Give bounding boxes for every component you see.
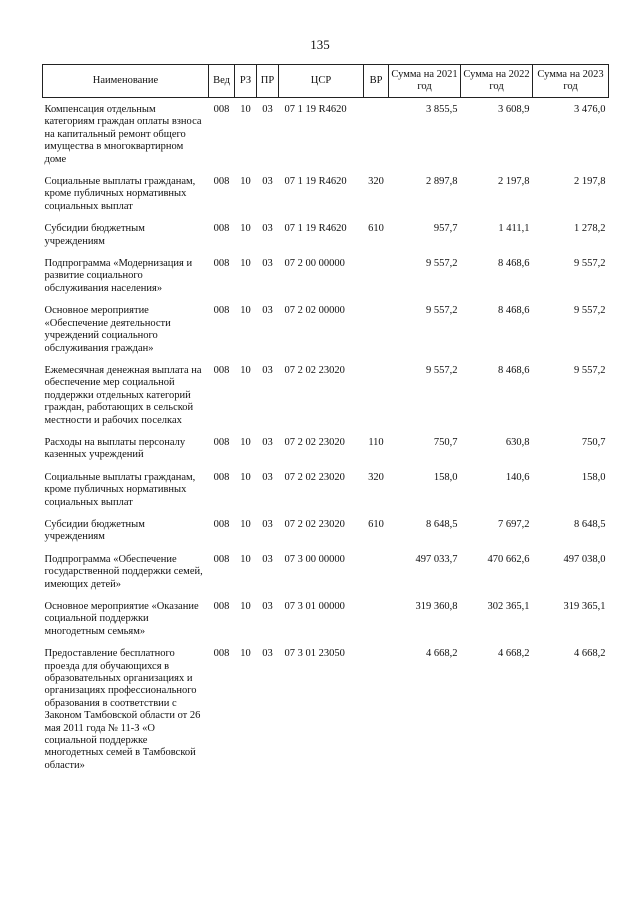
row-rz: 10 bbox=[240, 364, 251, 376]
row-sum-2023: 9 557,2 bbox=[574, 258, 606, 270]
row-rz: 10 bbox=[240, 258, 251, 270]
row-ved: 008 bbox=[213, 471, 230, 483]
table-body bbox=[43, 98, 609, 773]
row-rz: 10 bbox=[240, 648, 251, 660]
row-ved: 008 bbox=[213, 223, 230, 235]
row-sum-2022: 4 668,2 bbox=[498, 648, 530, 660]
row-vr bbox=[364, 591, 389, 638]
budget-table bbox=[42, 64, 609, 772]
table-header-row bbox=[43, 65, 609, 98]
row-rz: 10 bbox=[240, 436, 251, 448]
row-csr: 07 3 01 00000 bbox=[284, 601, 345, 612]
row-sum-2022: 302 365,1 bbox=[487, 601, 530, 612]
table-row bbox=[43, 355, 609, 427]
row-sum-2021: 9 557,2 bbox=[426, 364, 458, 376]
row-vr: 320 bbox=[368, 471, 384, 483]
row-csr: 07 1 19 R4620 bbox=[284, 176, 347, 188]
row-csr: 07 2 02 23020 bbox=[284, 364, 345, 376]
row-pr: 03 bbox=[262, 518, 273, 530]
row-pr: 03 bbox=[262, 223, 273, 235]
row-sum-2022: 2 197,8 bbox=[498, 176, 530, 188]
row-ved: 008 bbox=[213, 518, 230, 530]
row-name: Основное мероприятие «Оказание социальной поддержки многодетным семьям» bbox=[44, 601, 199, 637]
row-rz: 10 bbox=[240, 223, 251, 235]
table-row bbox=[43, 462, 609, 509]
row-sum-2023: 9 557,2 bbox=[574, 305, 606, 317]
row-sum-2023: 2 197,8 bbox=[574, 176, 606, 188]
row-csr: 07 1 19 R4620 bbox=[284, 223, 347, 235]
table-row bbox=[43, 213, 609, 248]
row-pr: 03 bbox=[262, 104, 273, 115]
row-vr: 610 bbox=[368, 223, 384, 235]
row-csr: 07 2 02 00000 bbox=[284, 305, 345, 317]
row-pr: 03 bbox=[262, 471, 273, 483]
row-name: Субсидии бюджетным учреждениям bbox=[44, 223, 145, 247]
row-rz: 10 bbox=[240, 104, 251, 115]
row-csr: 07 3 00 00000 bbox=[284, 553, 345, 565]
row-sum-2022: 8 468,6 bbox=[498, 364, 530, 376]
row-csr: 07 2 02 23020 bbox=[284, 518, 345, 530]
row-pr: 03 bbox=[262, 553, 273, 565]
row-sum-2023: 1 278,2 bbox=[574, 223, 606, 235]
row-ved: 008 bbox=[213, 601, 230, 612]
row-sum-2022: 140,6 bbox=[505, 471, 530, 483]
row-pr: 03 bbox=[262, 364, 273, 376]
row-vr: 320 bbox=[368, 176, 384, 188]
header-name: Наименование bbox=[43, 65, 209, 98]
header-sum-2022: Сумма на 2022 год bbox=[461, 65, 533, 98]
row-sum-2021: 9 557,2 bbox=[426, 305, 458, 317]
row-pr: 03 bbox=[262, 258, 273, 270]
row-name: Ежемесячная денежная выплата на обеспечение мер социальной поддержки отдельных категорий граждан, работающих в сельской местности и рабочих поселках bbox=[44, 364, 202, 426]
row-name: Компенсация отдельным категориям граждан оплаты взноса на капитальный ремонт общего имущества в многоквартирном доме bbox=[44, 104, 202, 165]
row-pr: 03 bbox=[262, 601, 273, 612]
row-sum-2021: 957,7 bbox=[433, 223, 458, 235]
row-vr bbox=[364, 98, 389, 167]
row-sum-2023: 158,0 bbox=[581, 471, 606, 483]
row-vr bbox=[364, 355, 389, 427]
row-sum-2022: 7 697,2 bbox=[498, 518, 530, 530]
row-csr: 07 2 00 00000 bbox=[284, 258, 345, 270]
row-sum-2022: 1 411,1 bbox=[498, 223, 530, 235]
row-ved: 008 bbox=[213, 176, 230, 188]
row-ved: 008 bbox=[213, 305, 230, 317]
table-row bbox=[43, 544, 609, 591]
row-vr bbox=[364, 248, 389, 295]
row-name: Социальные выплаты гражданам, кроме публичных нормативных социальных выплат bbox=[44, 471, 196, 508]
table-row bbox=[43, 248, 609, 295]
row-sum-2022: 630,8 bbox=[505, 436, 530, 448]
row-rz: 10 bbox=[240, 305, 251, 317]
row-sum-2021: 3 855,5 bbox=[426, 104, 458, 115]
header-sum-2023: Сумма на 2023 год bbox=[533, 65, 609, 98]
row-sum-2022: 8 468,6 bbox=[498, 305, 530, 317]
row-pr: 03 bbox=[262, 305, 273, 317]
row-rz: 10 bbox=[240, 553, 251, 565]
header-ved: Вед bbox=[209, 65, 235, 98]
row-csr: 07 3 01 23050 bbox=[284, 648, 345, 660]
table-row bbox=[43, 98, 609, 167]
row-rz: 10 bbox=[240, 176, 251, 188]
row-sum-2023: 4 668,2 bbox=[574, 648, 606, 660]
row-name: Расходы на выплаты персоналу казенных учреждений bbox=[44, 436, 186, 461]
table-row bbox=[43, 295, 609, 355]
row-vr bbox=[364, 638, 389, 772]
row-ved: 008 bbox=[213, 553, 230, 565]
row-sum-2021: 319 360,8 bbox=[415, 601, 458, 612]
row-sum-2021: 9 557,2 bbox=[426, 258, 458, 270]
table-row bbox=[43, 509, 609, 544]
header-csr: ЦСР bbox=[279, 65, 364, 98]
row-vr: 110 bbox=[368, 436, 384, 448]
row-name: Субсидии бюджетным учреждениям bbox=[44, 518, 145, 543]
row-name: Подпрограмма «Обеспечение государственной поддержки семей, имеющих детей» bbox=[44, 553, 203, 590]
row-rz: 10 bbox=[240, 471, 251, 483]
row-rz: 10 bbox=[240, 601, 251, 612]
row-csr: 07 2 02 23020 bbox=[284, 436, 345, 448]
header-rz: РЗ bbox=[235, 65, 257, 98]
row-sum-2021: 750,7 bbox=[433, 436, 458, 448]
row-pr: 03 bbox=[262, 436, 273, 448]
row-csr: 07 1 19 R4620 bbox=[284, 104, 347, 115]
header-vr: ВР bbox=[364, 65, 389, 98]
table-row bbox=[43, 591, 609, 638]
row-name: Предоставление бесплатного проезда для обучающихся в образовательных организациях и организациях профессионального образования в соответствии с Законом Тамбовской области от 26 мая 2011 года № 11-З «О социальной поддержке многодетных семей в Тамбовской области» bbox=[44, 648, 201, 771]
row-sum-2021: 4 668,2 bbox=[426, 648, 458, 660]
row-csr: 07 2 02 23020 bbox=[284, 471, 345, 483]
row-sum-2022: 8 468,6 bbox=[498, 258, 530, 270]
row-ved: 008 bbox=[213, 648, 230, 660]
row-sum-2023: 8 648,5 bbox=[574, 518, 606, 530]
row-pr: 03 bbox=[262, 648, 273, 660]
table-row bbox=[43, 638, 609, 772]
row-sum-2021: 497 033,7 bbox=[415, 553, 458, 565]
row-sum-2023: 497 038,0 bbox=[563, 553, 606, 565]
row-sum-2023: 750,7 bbox=[581, 436, 606, 448]
row-sum-2021: 2 897,8 bbox=[426, 176, 458, 188]
row-sum-2022: 470 662,6 bbox=[487, 553, 530, 565]
header-pr: ПР bbox=[257, 65, 279, 98]
row-vr bbox=[364, 544, 389, 591]
table-row bbox=[43, 427, 609, 462]
page-number: 135 bbox=[310, 37, 330, 52]
row-sum-2023: 9 557,2 bbox=[574, 364, 606, 376]
row-ved: 008 bbox=[213, 364, 230, 376]
row-sum-2023: 3 476,0 bbox=[574, 104, 606, 115]
row-ved: 008 bbox=[213, 436, 230, 448]
row-name: Основное мероприятие «Обеспечение деятельности учреждений социального обслуживания граждан» bbox=[44, 305, 171, 354]
row-vr bbox=[364, 295, 389, 355]
row-name: Подпрограмма «Модернизация и развитие социального обслуживания населения» bbox=[44, 258, 193, 294]
row-rz: 10 bbox=[240, 518, 251, 530]
row-pr: 03 bbox=[262, 176, 273, 188]
row-sum-2021: 158,0 bbox=[433, 471, 458, 483]
header-sum-2021: Сумма на 2021 год bbox=[389, 65, 461, 98]
row-sum-2021: 8 648,5 bbox=[426, 518, 458, 530]
row-vr: 610 bbox=[368, 518, 384, 530]
row-name: Социальные выплаты гражданам, кроме публичных нормативных социальных выплат bbox=[44, 176, 196, 212]
row-sum-2022: 3 608,9 bbox=[498, 104, 530, 115]
row-ved: 008 bbox=[213, 258, 230, 270]
row-sum-2023: 319 365,1 bbox=[563, 601, 606, 612]
row-ved: 008 bbox=[213, 104, 230, 115]
table-row bbox=[43, 166, 609, 213]
